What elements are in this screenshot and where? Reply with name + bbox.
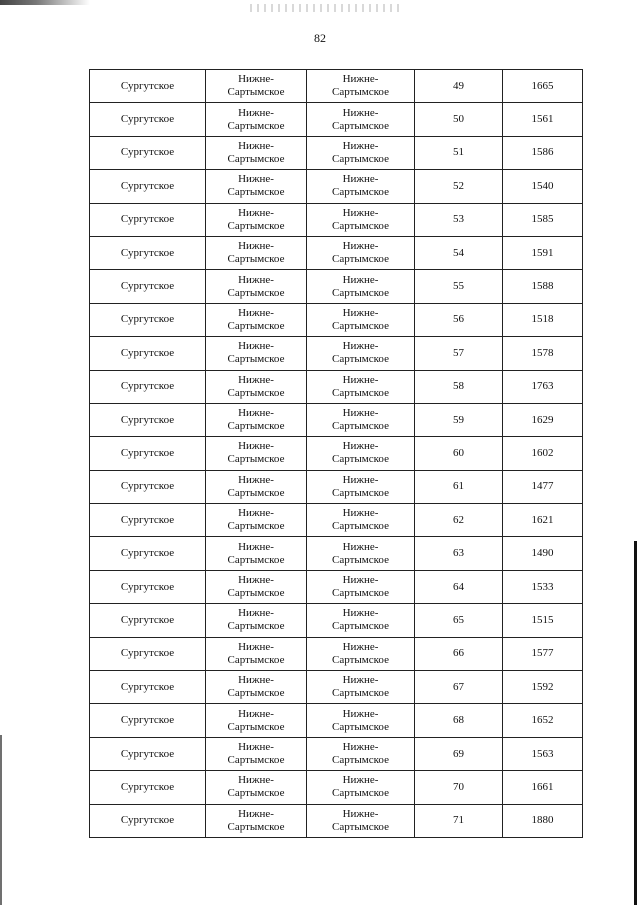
license-area-cell: Нижне- Сартымское [307, 570, 415, 603]
deposit-name-cell: Нижне- Сартымское [206, 337, 307, 370]
table-row [90, 671, 583, 704]
field-name-cell: Сургутское [90, 170, 206, 203]
value-cell: 1561 [503, 103, 583, 136]
license-area-cell: Нижне- Сартымское [307, 637, 415, 670]
value-cell: 1586 [503, 136, 583, 169]
value-cell: 1585 [503, 203, 583, 236]
scan-artifact-top-noise [250, 4, 400, 12]
field-name-cell: Сургутское [90, 437, 206, 470]
deposit-name-cell: Нижне- Сартымское [206, 203, 307, 236]
page-number: 82 [314, 31, 326, 45]
deposit-name-cell: Нижне- Сартымское [206, 437, 307, 470]
well-number-cell: 51 [415, 136, 503, 169]
value-cell: 1602 [503, 437, 583, 470]
field-name-cell: Сургутское [90, 504, 206, 537]
field-name-cell: Сургутское [90, 604, 206, 637]
well-number-cell: 59 [415, 403, 503, 436]
license-area-cell: Нижне- Сартымское [307, 403, 415, 436]
license-area-cell: Нижне- Сартымское [307, 771, 415, 804]
deposit-name-cell: Нижне- Сартымское [206, 537, 307, 570]
well-number-cell: 55 [415, 270, 503, 303]
table-row [90, 771, 583, 804]
license-area-cell: Нижне- Сартымское [307, 270, 415, 303]
table-row [90, 103, 583, 136]
license-area-cell: Нижне- Сартымское [307, 437, 415, 470]
license-area-cell: Нижне- Сартымское [307, 136, 415, 169]
value-cell: 1661 [503, 771, 583, 804]
table-body [90, 70, 583, 838]
well-number-cell: 56 [415, 303, 503, 336]
license-area-cell: Нижне- Сартымское [307, 704, 415, 737]
value-cell: 1577 [503, 637, 583, 670]
well-number-cell: 62 [415, 504, 503, 537]
table-row [90, 537, 583, 570]
table-row [90, 303, 583, 336]
well-number-cell: 63 [415, 537, 503, 570]
table-row [90, 804, 583, 837]
scan-edge-right [634, 541, 637, 905]
field-name-cell: Сургутское [90, 737, 206, 770]
well-number-cell: 49 [415, 70, 503, 103]
field-name-cell: Сургутское [90, 771, 206, 804]
value-cell: 1591 [503, 236, 583, 269]
field-name-cell: Сургутское [90, 337, 206, 370]
well-number-cell: 57 [415, 337, 503, 370]
well-number-cell: 54 [415, 236, 503, 269]
license-area-cell: Нижне- Сартымское [307, 236, 415, 269]
field-name-cell: Сургутское [90, 637, 206, 670]
license-area-cell: Нижне- Сартымское [307, 103, 415, 136]
well-number-cell: 50 [415, 103, 503, 136]
deposit-name-cell: Нижне- Сартымское [206, 270, 307, 303]
well-number-cell: 61 [415, 470, 503, 503]
table-row [90, 203, 583, 236]
license-area-cell: Нижне- Сартымское [307, 537, 415, 570]
field-name-cell: Сургутское [90, 70, 206, 103]
table-row [90, 604, 583, 637]
license-area-cell: Нижне- Сартымское [307, 70, 415, 103]
deposit-name-cell: Нижне- Сартымское [206, 403, 307, 436]
well-number-cell: 65 [415, 604, 503, 637]
field-name-cell: Сургутское [90, 103, 206, 136]
value-cell: 1588 [503, 270, 583, 303]
table-row [90, 70, 583, 103]
deposit-name-cell: Нижне- Сартымское [206, 170, 307, 203]
well-number-cell: 70 [415, 771, 503, 804]
table-row [90, 637, 583, 670]
deposit-name-cell: Нижне- Сартымское [206, 470, 307, 503]
field-name-cell: Сургутское [90, 303, 206, 336]
value-cell: 1763 [503, 370, 583, 403]
field-name-cell: Сургутское [90, 136, 206, 169]
field-name-cell: Сургутское [90, 704, 206, 737]
table-row [90, 136, 583, 169]
license-area-cell: Нижне- Сартымское [307, 470, 415, 503]
deposit-name-cell: Нижне- Сартымское [206, 370, 307, 403]
license-area-cell: Нижне- Сартымское [307, 203, 415, 236]
value-cell: 1515 [503, 604, 583, 637]
table-row [90, 737, 583, 770]
license-area-cell: Нижне- Сартымское [307, 737, 415, 770]
license-area-cell: Нижне- Сартымское [307, 370, 415, 403]
well-number-cell: 66 [415, 637, 503, 670]
license-area-cell: Нижне- Сартымское [307, 671, 415, 704]
well-number-cell: 60 [415, 437, 503, 470]
table-row [90, 370, 583, 403]
deposit-name-cell: Нижне- Сартымское [206, 504, 307, 537]
deposit-name-cell: Нижне- Сартымское [206, 303, 307, 336]
well-number-cell: 71 [415, 804, 503, 837]
value-cell: 1578 [503, 337, 583, 370]
deposit-name-cell: Нижне- Сартымское [206, 704, 307, 737]
field-name-cell: Сургутское [90, 570, 206, 603]
well-number-cell: 53 [415, 203, 503, 236]
deposit-name-cell: Нижне- Сартымское [206, 103, 307, 136]
value-cell: 1518 [503, 303, 583, 336]
table-row [90, 704, 583, 737]
deposit-name-cell: Нижне- Сартымское [206, 637, 307, 670]
deposit-name-cell: Нижне- Сартымское [206, 236, 307, 269]
field-name-cell: Сургутское [90, 403, 206, 436]
table-row [90, 504, 583, 537]
field-name-cell: Сургутское [90, 370, 206, 403]
table-row [90, 170, 583, 203]
value-cell: 1665 [503, 70, 583, 103]
table-row [90, 337, 583, 370]
table-row [90, 437, 583, 470]
scan-artifact-top-left [0, 0, 90, 5]
value-cell: 1621 [503, 504, 583, 537]
deposit-name-cell: Нижне- Сартымское [206, 804, 307, 837]
well-number-cell: 58 [415, 370, 503, 403]
scan-edge-left [0, 735, 2, 905]
value-cell: 1563 [503, 737, 583, 770]
license-area-cell: Нижне- Сартымское [307, 337, 415, 370]
license-area-cell: Нижне- Сартымское [307, 604, 415, 637]
deposit-name-cell: Нижне- Сартымское [206, 604, 307, 637]
well-number-cell: 68 [415, 704, 503, 737]
deposit-name-cell: Нижне- Сартымское [206, 136, 307, 169]
value-cell: 1540 [503, 170, 583, 203]
value-cell: 1533 [503, 570, 583, 603]
deposit-name-cell: Нижне- Сартымское [206, 570, 307, 603]
value-cell: 1652 [503, 704, 583, 737]
table-row [90, 570, 583, 603]
deposit-name-cell: Нижне- Сартымское [206, 70, 307, 103]
license-area-cell: Нижне- Сартымское [307, 804, 415, 837]
license-area-cell: Нижне- Сартымское [307, 303, 415, 336]
value-cell: 1629 [503, 403, 583, 436]
table-row [90, 403, 583, 436]
deposit-name-cell: Нижне- Сартымское [206, 671, 307, 704]
value-cell: 1477 [503, 470, 583, 503]
well-number-cell: 69 [415, 737, 503, 770]
value-cell: 1490 [503, 537, 583, 570]
table-row [90, 270, 583, 303]
field-name-cell: Сургутское [90, 203, 206, 236]
deposit-name-cell: Нижне- Сартымское [206, 737, 307, 770]
license-area-cell: Нижне- Сартымское [307, 170, 415, 203]
well-number-cell: 64 [415, 570, 503, 603]
field-name-cell: Сургутское [90, 270, 206, 303]
value-cell: 1880 [503, 804, 583, 837]
field-name-cell: Сургутское [90, 804, 206, 837]
well-number-cell: 67 [415, 671, 503, 704]
license-area-cell: Нижне- Сартымское [307, 504, 415, 537]
well-number-cell: 52 [415, 170, 503, 203]
deposit-name-cell: Нижне- Сартымское [206, 771, 307, 804]
field-name-cell: Сургутское [90, 470, 206, 503]
table-row [90, 470, 583, 503]
field-name-cell: Сургутское [90, 671, 206, 704]
value-cell: 1592 [503, 671, 583, 704]
data-table [89, 69, 583, 838]
table-row [90, 236, 583, 269]
field-name-cell: Сургутское [90, 236, 206, 269]
field-name-cell: Сургутское [90, 537, 206, 570]
